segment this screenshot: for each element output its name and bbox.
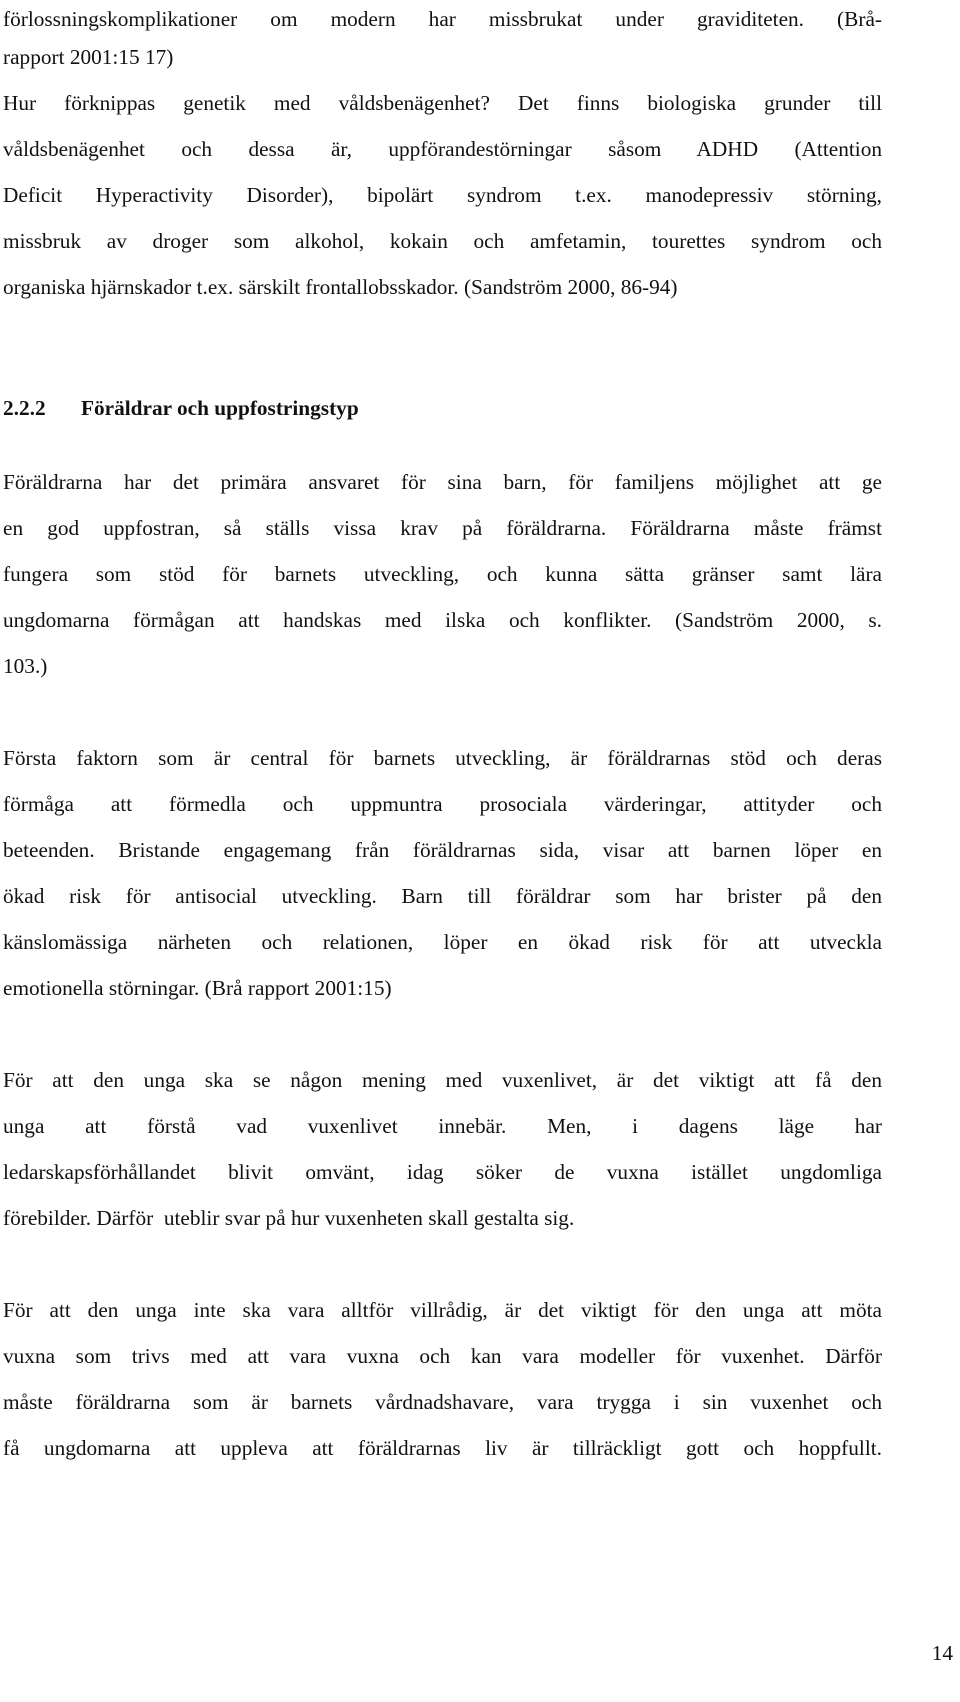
text-line: Föräldrarna har det primära ansvaret för sina barn, för familjens möjlighet att ge — [3, 470, 882, 494]
text-line: våldsbenägenhet och dessa är, uppförandestörningar såsom ADHD (Attention — [3, 137, 882, 161]
text-line: ungdomarna förmågan att handskas med ilska och konflikter. (Sandström 2000, s. — [3, 608, 882, 632]
section-heading — [3, 393, 359, 423]
text-line: organiska hjärnskador t.ex. särskilt frontallobsskador. (Sandström 2000, 86-94) — [3, 275, 678, 299]
text-line: ökad risk för antisocial utveckling. Barn till föräldrar som har brister på den — [3, 884, 882, 908]
text-line: För att den unga ska se någon mening med vuxenlivet, är det viktigt att få den — [3, 1068, 882, 1092]
text-line: beteenden. Bristande engagemang från föräldrarnas sida, visar att barnen löper en — [3, 838, 882, 862]
text-line: För att den unga inte ska vara alltför villrådig, är det viktigt för den unga att möta — [3, 1298, 882, 1322]
text-line: rapport 2001:15 17) — [3, 45, 174, 69]
text-line: förebilder. Därför uteblir svar på hur vuxenheten skall gestalta sig. — [3, 1206, 575, 1230]
text-line: missbruk av droger som alkohol, kokain och amfetamin, tourettes syndrom och — [3, 229, 882, 253]
text-line: få ungdomarna att uppleva att föräldrarnas liv är tillräckligt gott och hoppfullt. — [3, 1436, 882, 1460]
text-line: Första faktorn som är central för barnets utveckling, är föräldrarnas stöd och deras — [3, 746, 882, 770]
text-line: unga att förstå vad vuxenlivet innebär. Men, i dagens läge har — [3, 1114, 882, 1138]
text-line: förlossningskomplikationer om modern har missbrukat under graviditeten. (Brå- — [3, 7, 882, 31]
text-line: Hur förknippas genetik med våldsbenägenhet? Det finns biologiska grunder till — [3, 91, 882, 115]
section-title: Föräldrar och uppfostringstyp — [81, 396, 359, 420]
text-line: ledarskapsförhållandet blivit omvänt, idag söker de vuxna istället ungdomliga — [3, 1160, 882, 1184]
section-number: 2.2.2 — [3, 396, 46, 420]
page-number: 14 — [931, 1641, 953, 1665]
text-line: en god uppfostran, så ställs vissa krav på föräldrarna. Föräldrarna måste främst — [3, 516, 882, 540]
text-line: 103.) — [3, 654, 48, 678]
text-line: måste föräldrarna som är barnets vårdnadshavare, vara trygga i sin vuxenhet och — [3, 1390, 882, 1414]
text-line: vuxna som trivs med att vara vuxna och kan vara modeller för vuxenhet. Därför — [3, 1344, 882, 1368]
text-line: Deficit Hyperactivity Disorder), bipolärt syndrom t.ex. manodepressiv störning, — [3, 183, 882, 207]
text-line: förmåga att förmedla och uppmuntra prosociala värderingar, attityder och — [3, 792, 882, 816]
text-line: emotionella störningar. (Brå rapport 2001:15) — [3, 976, 392, 1000]
text-line: fungera som stöd för barnets utveckling, och kunna sätta gränser samt lära — [3, 562, 882, 586]
text-line: känslomässiga närheten och relationen, löper en ökad risk för att utveckla — [3, 930, 882, 954]
